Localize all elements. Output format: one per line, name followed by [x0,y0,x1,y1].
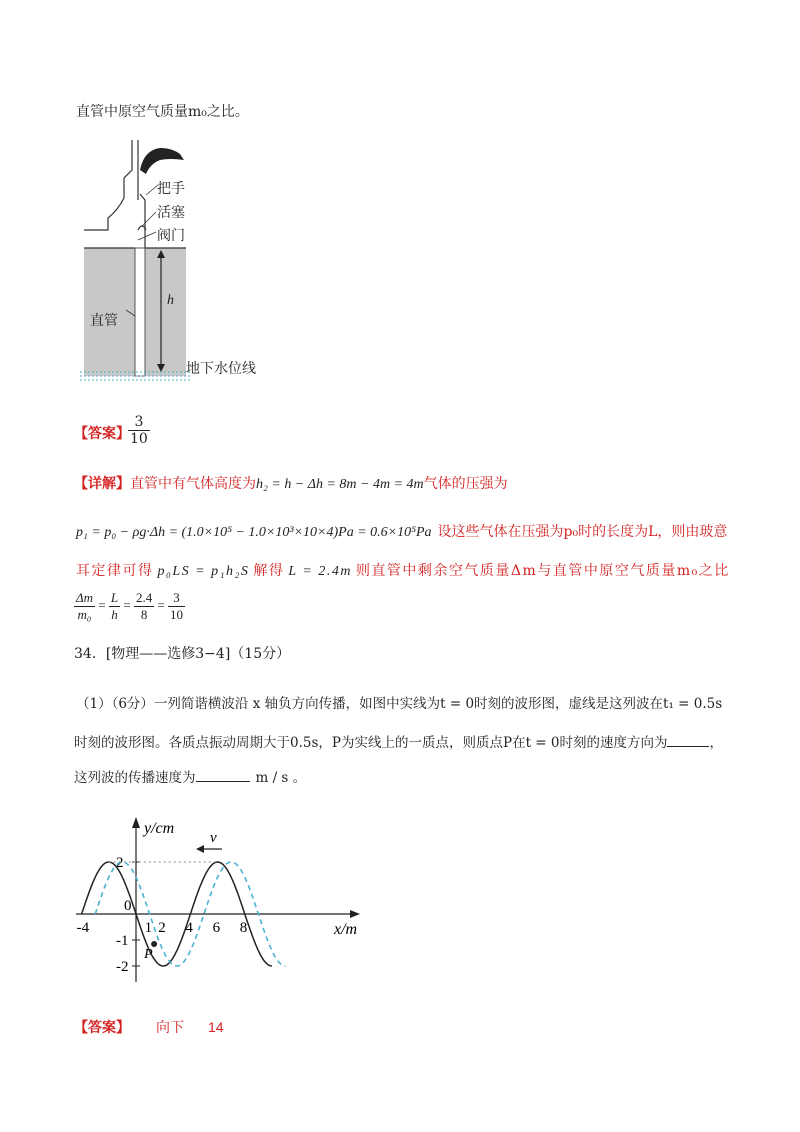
y-axis-arrow [132,817,140,828]
ratio-equation: $\frac{\Delta m}{\text{m₀}}$ = $\frac{L}{h}$ = $\frac{2.4}{8}$ = $\frac{3}{10}$ [76,590,184,622]
q34-line1: （1）（6分）一列简谐横波沿 x 轴负方向传播，如图中实线为t = 0时刻的波形图，虚线是这列波在t₁ = 0.5s [76,696,723,712]
x-tick-label: 2 [158,920,166,936]
q34-line3 [74,767,306,788]
velocity-label: v [210,830,217,846]
ratio-f1-den: m₀ [77,607,92,622]
handle-shape [140,148,184,174]
answer2-speed: 14 [208,1019,224,1035]
x-axis-arrow [350,910,360,918]
q34-line3-unit: m / s 。 [255,770,307,786]
answer1-num: 3 [128,414,150,431]
x-tick-label: -4 [76,920,90,936]
intro-line: 直管中原空气质量m₀之比。 [76,104,249,120]
y-axis-label: y/cm [144,820,175,837]
x-tick-label: 8 [239,920,248,936]
label-piston: 活塞 [157,205,185,221]
label-handle: 把手 [157,181,185,197]
answer1-tag: 【答案】 [74,426,130,442]
y-tick-label: -1 [116,933,129,949]
ratio-f4-num: 3 [168,590,185,607]
answer2-tag: 【答案】 [74,1020,130,1036]
q34-line2-text: 时刻的波形图。各质点振动周期大于0.5s，P为实线上的一质点，则质点P在t = 0时刻的速度方向为 [74,735,668,751]
detail-line3-b: 解得 [253,563,285,579]
y-tick-label: 2 [116,855,124,871]
x-tick-label: 0 [124,898,132,914]
detail-line2-tail: 设这些气体在压强为p₀时的长度为L，则由玻意 [437,524,728,540]
detail-tag: 【详解】 [74,476,130,492]
answer1-den: 10 [130,431,148,447]
detail-line1 [74,474,508,495]
q34-heading: 34．[物理——选修3−4]（15分） [74,646,291,662]
velocity-arrow-head [196,845,204,853]
y-tick-label: -2 [116,959,129,975]
detail-line1-text: 直管中有气体高度为 [130,476,256,492]
detail-line3 [76,561,730,582]
answer2-line [74,1017,224,1038]
detail-line2-eq: p₁ = p₀ − ρg·Δh = (1.0×10⁵ − 1.0×10³×10×4)Pa = 0.6×10⁵Pa [76,525,432,540]
ratio-f2-num: L [110,590,119,605]
label-valve: 阀门 [157,228,185,244]
label-h: h [167,293,174,308]
detail-line1-tail: 气体的压强为 [423,476,508,492]
ratio-f4-den: 10 [170,607,184,622]
q34-line2 [74,732,723,753]
blank-speed[interactable] [196,767,250,782]
detail-line3-a: 耳定律可得 [76,563,154,579]
wave-chart [70,812,370,987]
x-tick-label: 4 [185,920,193,936]
ratio-f3-den: 8 [140,607,148,622]
detail-line1-eq: h₂ = h − Δh = 8m − 4m = 4m [256,477,424,492]
detail-line3-c: 则直管中剩余空气质量Δm与直管中原空气质量m₀之比 [355,563,730,579]
label-water-line: 地下水位线 [186,361,256,377]
x-tick-label: 6 [212,920,221,936]
ratio-f3-num: 2.4 [135,590,153,605]
detail-line3-eq1: p₀LS = p₁h₂S [157,564,250,579]
x-tick-label: 1 [144,920,153,936]
detail-line3-eq2: L = 2.4m [288,564,352,579]
soil-right [148,248,186,376]
answer1-fraction [128,414,150,447]
straight-pipe [135,248,145,376]
q34-line2-tail: ， [709,735,723,751]
answer2-direction: 向下 [156,1020,184,1036]
x-axis-label: x/m [334,921,358,938]
pump-body [84,140,132,230]
ratio-f2-den: h [111,607,118,622]
point-p-label: P [144,947,153,962]
q34-line3-text: 这列波的传播速度为 [74,770,196,786]
ratio-f1-num: Δm [76,590,94,605]
blank-direction[interactable] [667,732,709,747]
detail-line2 [76,522,727,543]
label-pipe: 直管 [90,313,118,329]
